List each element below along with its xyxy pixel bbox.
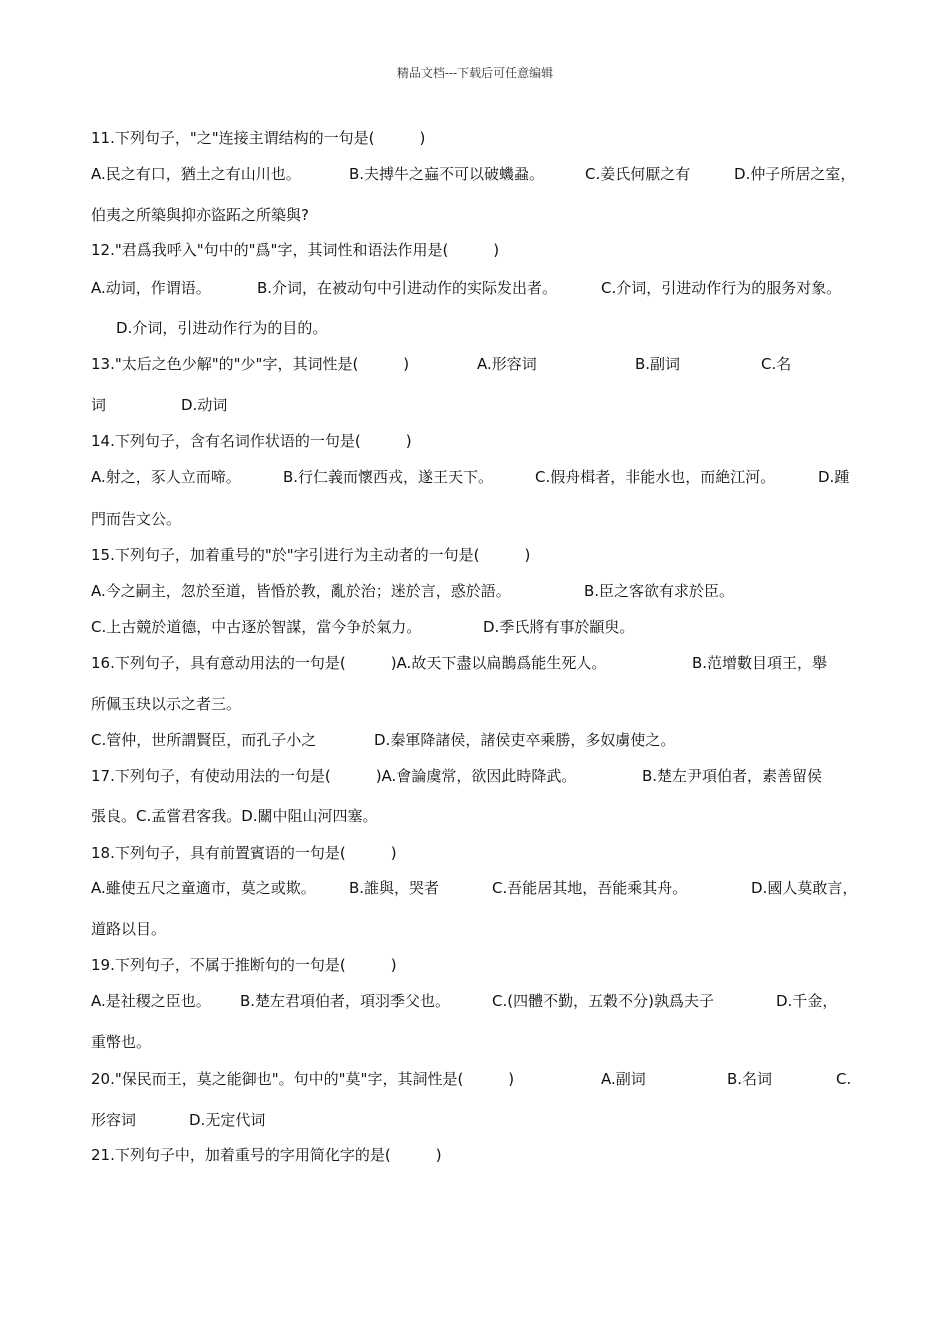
answer-option: B.臣之客欲有求於臣。 xyxy=(584,582,735,600)
answer-option: D.千金， xyxy=(776,992,838,1010)
answer-option: B.楚左尹項伯者，素善留侯 xyxy=(642,767,823,785)
answer-option: C.假舟楫者，非能水也，而絶江河。 xyxy=(535,468,776,486)
text-line: 門而告文公。 xyxy=(91,510,182,528)
question-text: C.上古競於道德，中古逐於智謀，當今争於氣力。 xyxy=(91,618,422,636)
answer-option: B.誰與，哭者 xyxy=(349,879,440,897)
text-line: 伯夷之所築與抑亦盜跖之所築與? xyxy=(91,206,309,224)
answer-option: C.(四體不勤，五穀不分)孰爲夫子 xyxy=(492,992,714,1010)
question-text: 词 xyxy=(91,396,107,414)
question-text: A.射之，豕人立而啼。 xyxy=(91,468,241,486)
text-line: 15.下列句子，加着重号的"於"字引进行为主动者的一句是( ) xyxy=(91,546,531,564)
question-text: A.今之嗣主，忽於至道，皆惛於教，亂於治；迷於言，惑於語。 xyxy=(91,582,511,600)
text-line: 張良。C.孟嘗君客我。D.關中阻山河四塞。 xyxy=(91,807,378,825)
text-line: 18.下列句子，具有前置賓语的一句是( ) xyxy=(91,844,397,862)
page-header: 精品文档---下载后可任意编辑 xyxy=(396,66,554,80)
answer-option: C.介词，引进动作行为的服务对象。 xyxy=(601,279,842,297)
answer-option: B.副词 xyxy=(635,355,681,373)
text-line: 11.下列句子，"之"连接主谓结构的一句是( ) xyxy=(91,129,426,147)
answer-option: B.行仁義而懷西戎，遂王天下。 xyxy=(283,468,494,486)
question-text: 16.下列句子，具有意动用法的一句是( )A.故天下盡以扁鵲爲能生死人。 xyxy=(91,654,607,672)
question-text: C.管仲，世所謂賢臣，而孔子小之 xyxy=(91,731,317,749)
question-text: A.民之有口，猶土之有山川也。 xyxy=(91,165,301,183)
answer-option: D.季氏將有事於顓臾。 xyxy=(483,618,635,636)
question-text: A.是社稷之臣也。 xyxy=(91,992,211,1010)
text-line: 12."君爲我呼入"句中的"爲"字，其词性和语法作用是( ) xyxy=(91,241,500,259)
text-line: 所佩玉玦以示之者三。 xyxy=(91,695,242,713)
answer-option: C.姜氏何厭之有 xyxy=(585,165,691,183)
answer-option: D.无定代词 xyxy=(189,1111,266,1129)
answer-option: C.吾能居其地，吾能乘其舟。 xyxy=(492,879,688,897)
text-line: 19.下列句子，不属于推断句的一句是( ) xyxy=(91,956,397,974)
text-line: D.介词，引进动作行为的目的。 xyxy=(116,319,328,337)
question-text: 13."太后之色少解"的"少"字，其词性是( ) xyxy=(91,355,410,373)
answer-option: C.名 xyxy=(761,355,792,373)
answer-option: B.楚左君項伯者，項羽季父也。 xyxy=(240,992,451,1010)
answer-option: D.秦軍降諸侯，諸侯吏卒乘勝，多奴虜使之。 xyxy=(374,731,676,749)
answer-option: D.仲子所居之室， xyxy=(734,165,856,183)
text-line: 道路以目。 xyxy=(91,920,167,938)
question-text: A.雖使五尺之童適市，莫之或欺。 xyxy=(91,879,316,897)
answer-option: C. xyxy=(836,1070,852,1088)
answer-option: D.动词 xyxy=(181,396,228,414)
question-text: A.动词，作谓语。 xyxy=(91,279,211,297)
answer-option: D.踵 xyxy=(818,468,850,486)
question-text: 形容词 xyxy=(91,1111,137,1129)
answer-option: B.名词 xyxy=(727,1070,773,1088)
answer-option: A.副词 xyxy=(601,1070,646,1088)
answer-option: A.形容词 xyxy=(477,355,537,373)
question-text: 17.下列句子，有使动用法的一句是( )A.會論虞常，欲因此時降武。 xyxy=(91,767,577,785)
text-line: 重幣也。 xyxy=(91,1033,152,1051)
text-line: 14.下列句子，含有名词作状语的一句是( ) xyxy=(91,432,412,450)
answer-option: B.范增數目項王，舉 xyxy=(692,654,828,672)
text-line: 21.下列句子中，加着重号的字用简化字的是( ) xyxy=(91,1146,442,1164)
answer-option: B.夫搏牛之蝱不可以破蟣蝨。 xyxy=(349,165,545,183)
answer-option: D.國人莫敢言， xyxy=(751,879,858,897)
answer-option: B.介词，在被动句中引进动作的实际发出者。 xyxy=(257,279,558,297)
question-text: 20."保民而王，莫之能御也"。句中的"莫"字，其詞性是( ) xyxy=(91,1070,515,1088)
